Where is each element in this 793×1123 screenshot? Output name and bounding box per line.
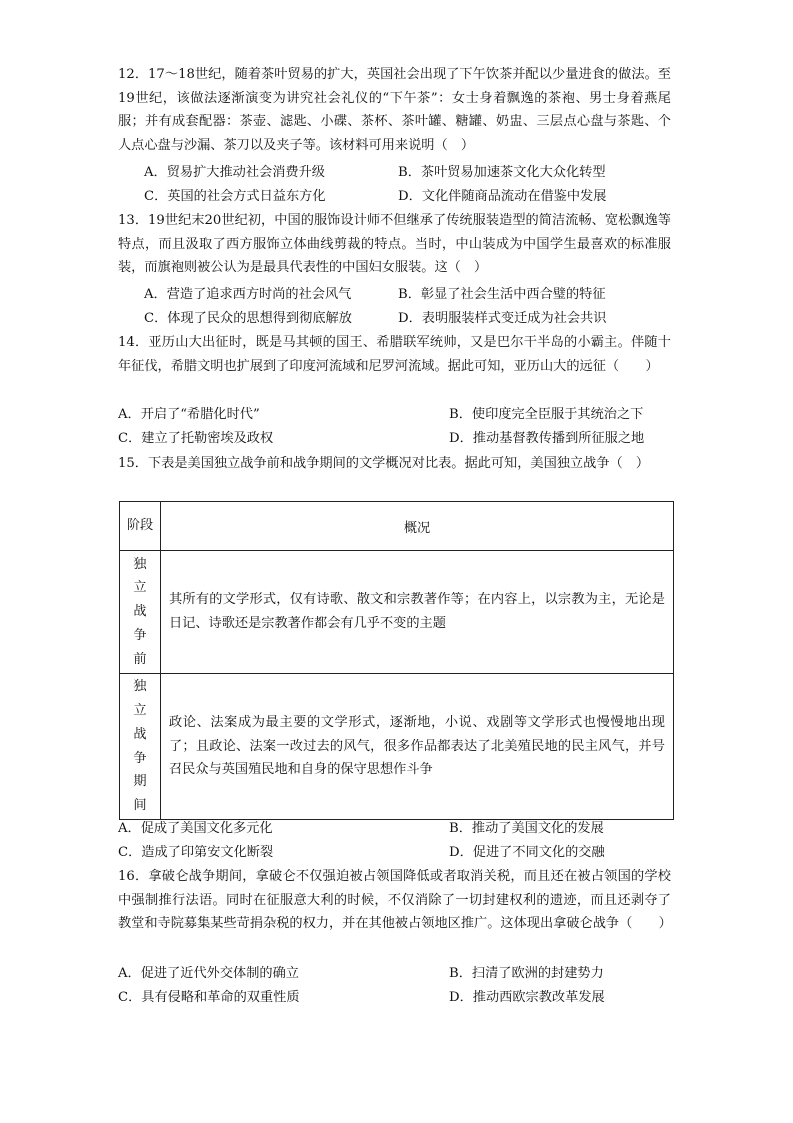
question-12-option-c: C．英国的社会方式日益东方化 bbox=[144, 189, 326, 204]
question-13-stem: 13．19世纪末20世纪初，中国的服饰设计师不但继承了传统服装造型的简洁流畅、宽松飘逸等特点，而且汲取了西方服饰立体曲线剪裁的特点。当时，中山装成为中国学生最喜欢的标准服装，而旗袍则被公认为是最具代表性的中国妇女服装。这（ ） bbox=[118, 213, 671, 276]
table-header-overview: 概况 bbox=[161, 502, 674, 551]
question-14-stem: 14．亚历山大出征时，既是马其顿的国王、希腊联军统帅，又是巴尔干半岛的小霸主。伴随十年征伐，希腊文明也扩展到了印度河流域和尼罗河流域。据此可知，亚历山大的远征（ ） bbox=[118, 335, 671, 374]
question-15-option-a: A．促成了美国文化多元化 bbox=[118, 821, 273, 836]
literature-comparison-table bbox=[119, 501, 674, 820]
question-15-option-b: B．推动了美国文化的发展 bbox=[449, 821, 604, 836]
question-13-option-b: B．彰显了社会生活中西合璧的特征 bbox=[398, 287, 606, 302]
question-12-option-a: A．贸易扩大推动社会消费升级 bbox=[144, 165, 325, 180]
question-16-option-b: B．扫清了欧洲的封建势力 bbox=[449, 966, 604, 981]
question-16-option-a: A．促进了近代外交体制的确立 bbox=[118, 966, 299, 981]
table-header-row bbox=[120, 502, 674, 551]
question-14-option-d: D．推动基督教传播到所征服之地 bbox=[449, 431, 645, 446]
question-14-option-c: C．建立了托勒密埃及政权 bbox=[118, 431, 274, 446]
table-row-stage-label: 独立战争期间 bbox=[133, 679, 147, 813]
question-16-option-d: D．推动西欧宗教改革发展 bbox=[449, 990, 605, 1005]
table-row bbox=[120, 674, 674, 820]
question-13-option-a: A．营造了追求西方时尚的社会风气 bbox=[144, 287, 352, 302]
table-header-stage-label: 阶段 bbox=[126, 518, 154, 534]
table-row-stage bbox=[120, 551, 161, 674]
question-14-option-b: B．使印度完全臣服于其统治之下 bbox=[449, 407, 644, 422]
table-row bbox=[120, 551, 674, 674]
question-16-stem: 16．拿破仑战争期间，拿破仑不仅强迫被占领国降低或者取消关税，而且还在被占领国的学校中强制推行法语。同时在征服意大利的时候，不仅消除了一切封建权利的遗迹，而且还剥夺了教堂和寺院募集某些苛捐杂税的权力，并在其他被占领地区推广。这体现出拿破仑战争（ ） bbox=[118, 869, 672, 932]
table-header-stage bbox=[120, 502, 161, 551]
question-15-option-c: C．造成了印第安文化断裂 bbox=[118, 845, 274, 860]
table-row-overview: 其所有的文学形式，仅有诗歌、散文和宗教著作等；在内容上，以宗教为主，无论是日记、诗歌还是宗教著作都会有几乎不变的主题 bbox=[161, 551, 674, 674]
question-15-option-d: D．促进了不同文化的交融 bbox=[449, 845, 605, 860]
table-row-overview: 政论、法案成为最主要的文学形式，逐渐地，小说、戏剧等文学形式也慢慢地出现了；且政论、法案一改过去的风气，很多作品都表达了北美殖民地的民主风气，并号召民众与英国殖民地和自身的保守思想作斗争 bbox=[161, 674, 674, 820]
table-row-stage bbox=[120, 674, 161, 820]
question-14-option-a: A．开启了“希腊化时代” bbox=[118, 407, 260, 422]
question-15-stem: 15．下表是美国独立战争前和战争期间的文学概况对比表。据此可知，美国独立战争（ ） bbox=[118, 456, 650, 471]
question-12-option-b: B．茶叶贸易加速茶文化大众化转型 bbox=[398, 165, 606, 180]
question-16-option-c: C．具有侵略和革命的双重性质 bbox=[118, 990, 300, 1005]
question-13-option-d: D．表明服装样式变迁成为社会共识 bbox=[398, 311, 607, 326]
question-12-option-d: D．文化伴随商品流动在借鉴中发展 bbox=[398, 189, 607, 204]
question-13-option-c: C．体现了民众的思想得到彻底解放 bbox=[144, 311, 352, 326]
table-row-stage-label: 独立战争前 bbox=[133, 556, 147, 667]
question-12-stem: 12．17～18世纪，随着茶叶贸易的扩大，英国社会出现了下午饮茶并配以少量进食的做法。至19世纪，该做法逐渐演变为讲究社会礼仪的“下午茶”：女士身着飘逸的茶袍、男士身着燕尾服；并有成套配器：茶壶、滤匙、小碟、茶杯、茶叶罐、糖罐、奶盅、三层点心盘与茶匙、个人点心盘与沙漏、茶刀以及夹子等。该材料可用来说明（ ） bbox=[118, 67, 671, 153]
